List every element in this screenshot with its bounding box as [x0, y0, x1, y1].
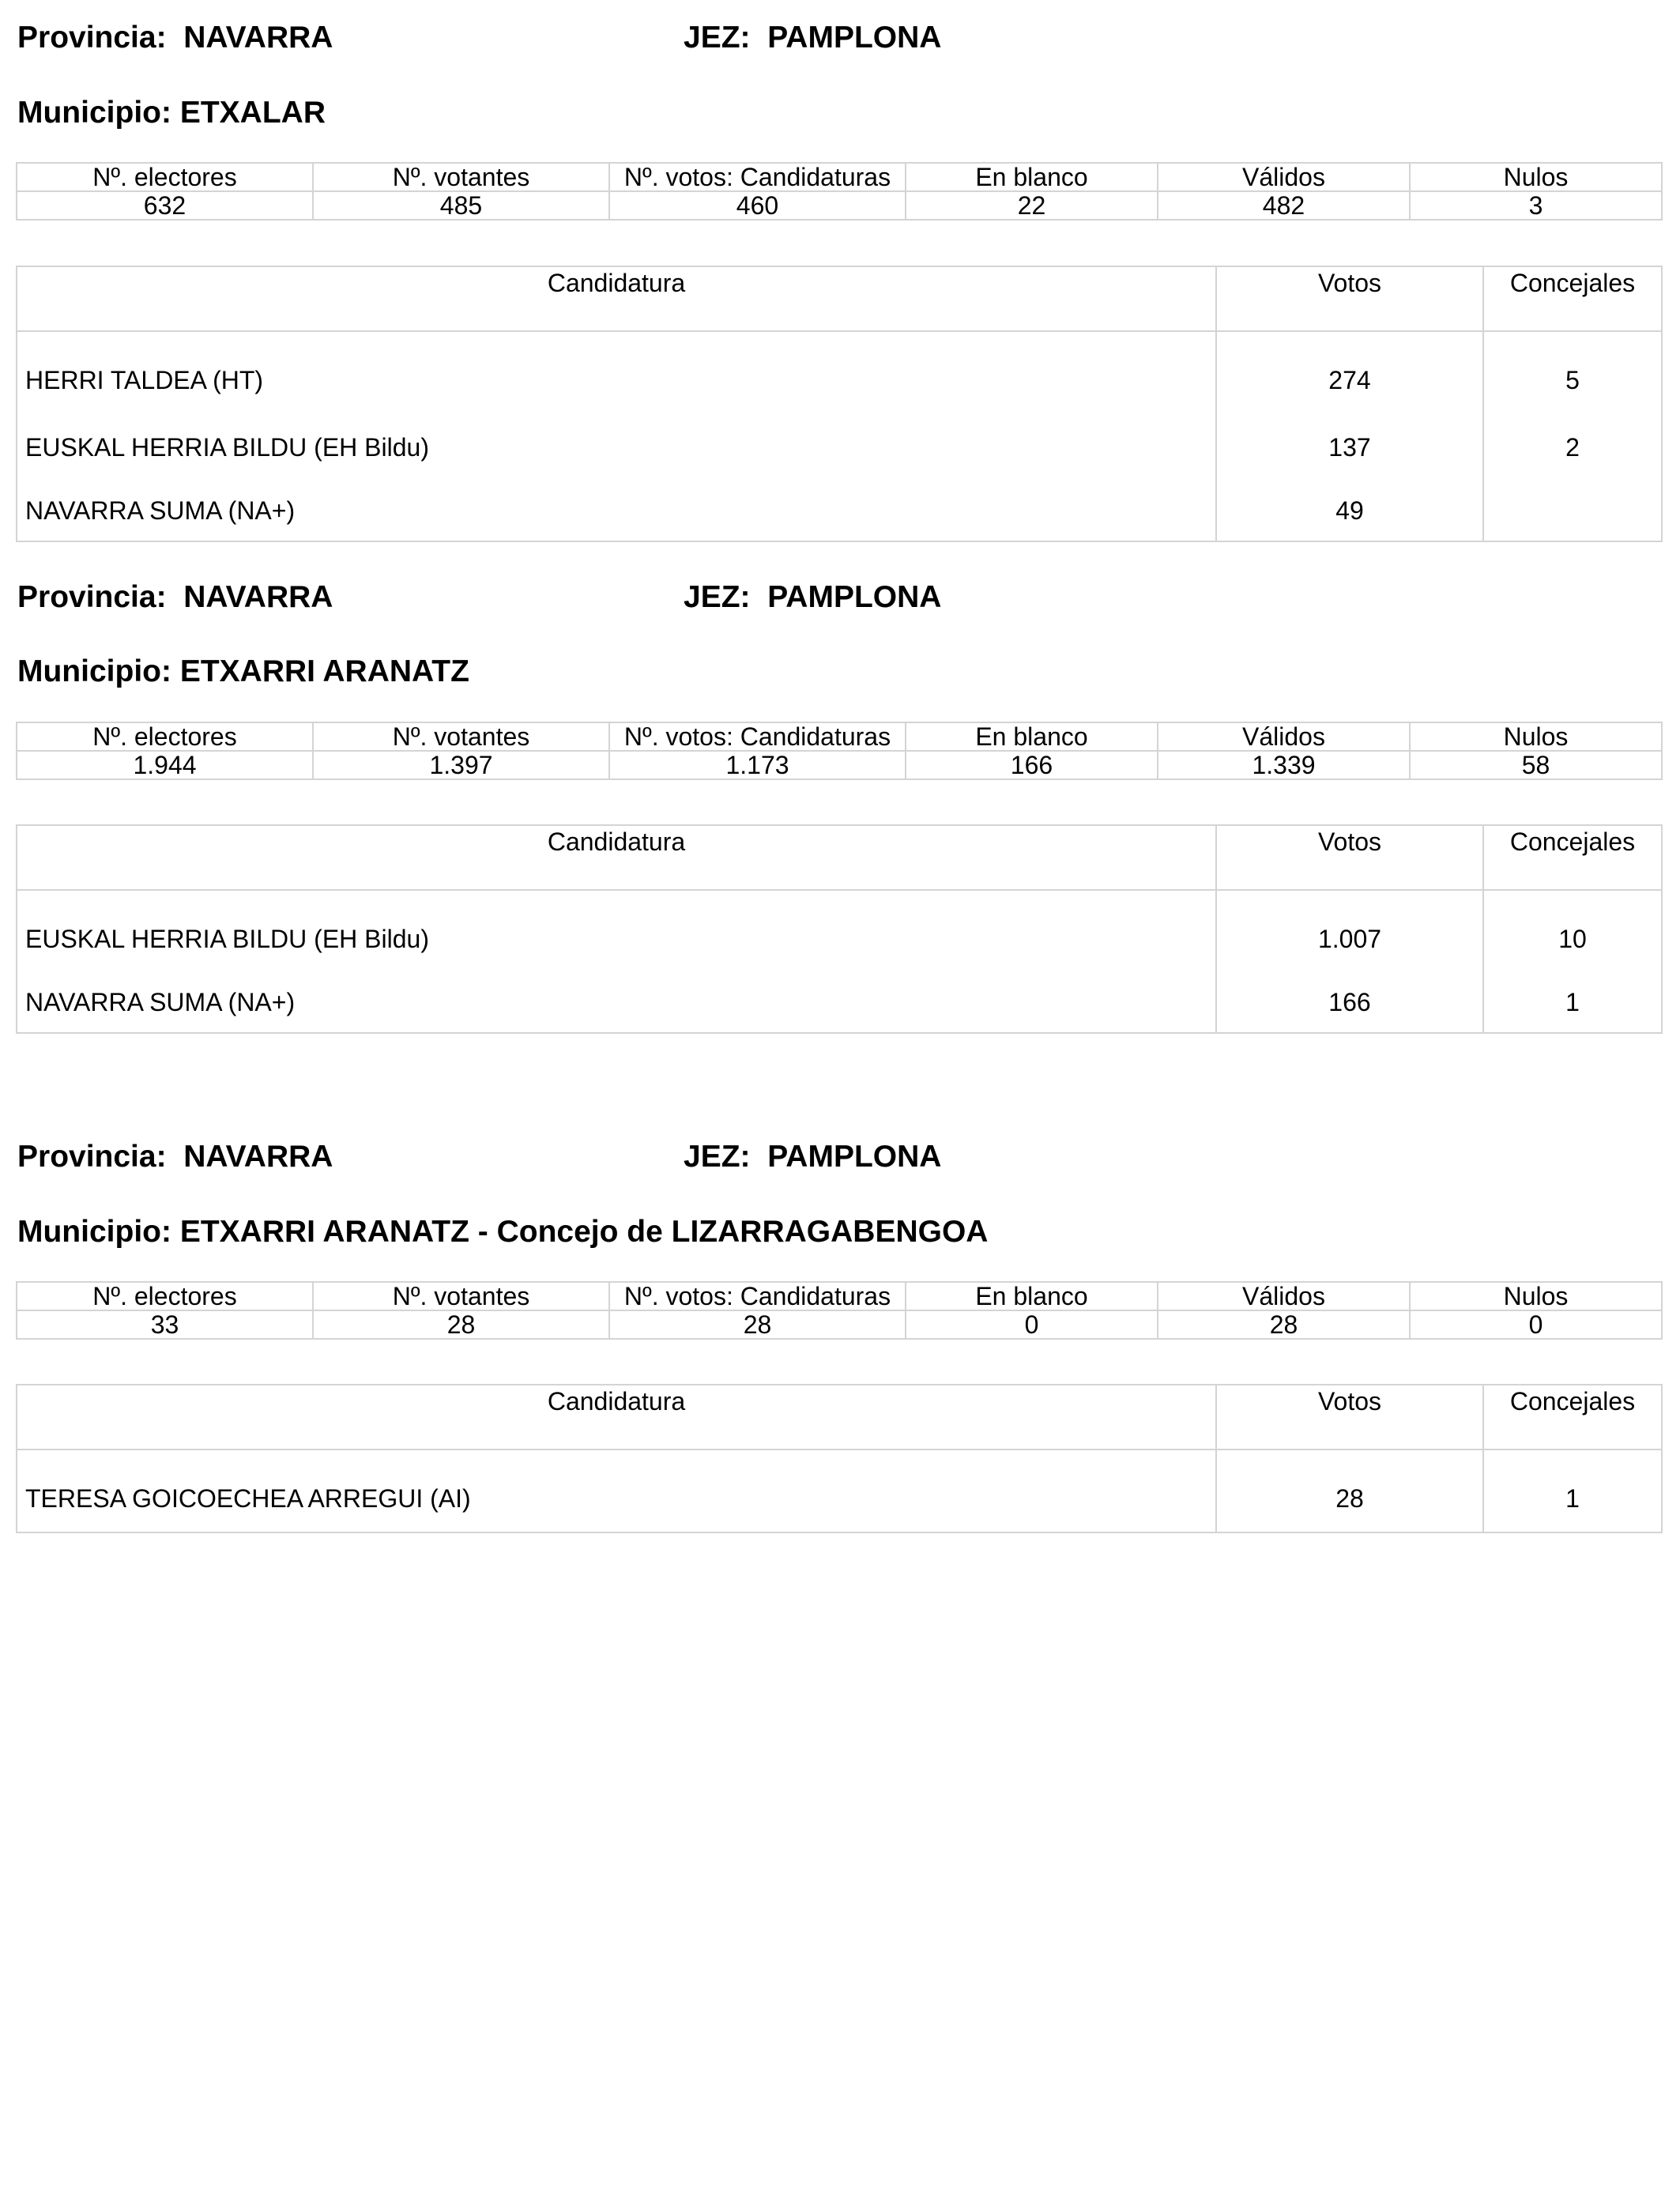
jez-value: PAMPLONA [767, 580, 942, 614]
votos-header: Votos [1216, 1385, 1483, 1449]
candidatura-name: TERESA GOICOECHEA ARREGUI (AI) [17, 1449, 1216, 1532]
candidatura-votos: 1.007 [1216, 890, 1483, 972]
municipio-line [17, 1213, 988, 1251]
summary-header-cell: Nº. votantes [313, 163, 609, 191]
candidatura-name: EUSKAL HERRIA BILDU (EH Bildu) [17, 890, 1216, 972]
summary-value-cell: 58 [1410, 751, 1662, 779]
candidatura-header: Candidatura [17, 266, 1216, 331]
jez-value: PAMPLONA [767, 1140, 942, 1174]
municipio-label: Municipio: [17, 96, 171, 130]
summary-value-cell: 460 [609, 191, 906, 220]
jez-label: JEZ: [684, 1140, 751, 1174]
summary-header-cell: Nº. votos: Candidaturas [609, 1282, 906, 1310]
summary-header-cell: Nulos [1410, 1282, 1662, 1310]
candidatura-header: Candidatura [17, 1385, 1216, 1449]
summary-value-cell: 28 [609, 1310, 906, 1339]
table-row [17, 413, 1662, 481]
municipio-value: ETXARRI ARANATZ - Concejo de LIZARRAGABENGOA [179, 1215, 989, 1249]
candidatura-votos: 166 [1216, 972, 1483, 1033]
provincia-line [17, 19, 333, 57]
municipio-line [17, 653, 469, 691]
summary-header-cell: Nº. electores [17, 163, 313, 191]
provincia-line [17, 579, 333, 616]
candidatura-name: EUSKAL HERRIA BILDU (EH Bildu) [17, 413, 1216, 481]
candidaturas-header-row [17, 825, 1662, 890]
summary-header-cell: Nº. electores [17, 1282, 313, 1310]
summary-header-cell: Nº. votos: Candidaturas [609, 722, 906, 751]
candidatura-votos: 137 [1216, 413, 1483, 481]
provincia-label: Provincia: [17, 21, 167, 55]
summary-header-cell: En blanco [906, 163, 1158, 191]
provincia-value: NAVARRA [183, 21, 333, 55]
summary-table [16, 722, 1663, 780]
candidatura-votos: 274 [1216, 331, 1483, 413]
summary-value-row [17, 191, 1662, 220]
summary-value-cell: 28 [1158, 1310, 1410, 1339]
votos-header: Votos [1216, 266, 1483, 331]
provincia-line [17, 1138, 333, 1176]
summary-header-cell: En blanco [906, 722, 1158, 751]
summary-header-cell: Nº. electores [17, 722, 313, 751]
summary-header-row [17, 163, 1662, 191]
candidatura-header: Candidatura [17, 825, 1216, 890]
summary-value-cell: 1.339 [1158, 751, 1410, 779]
summary-value-cell: 1.397 [313, 751, 609, 779]
summary-header-cell: Válidos [1158, 163, 1410, 191]
summary-table [16, 162, 1663, 221]
concejales-header: Concejales [1483, 1385, 1662, 1449]
summary-value-cell: 1.173 [609, 751, 906, 779]
summary-value-cell: 0 [1410, 1310, 1662, 1339]
provincia-label: Provincia: [17, 580, 167, 614]
table-row [17, 331, 1662, 413]
table-row [17, 481, 1662, 541]
candidaturas-table [16, 824, 1663, 1034]
concejales-header: Concejales [1483, 266, 1662, 331]
candidatura-concejales [1483, 481, 1662, 541]
summary-header-cell: Nº. votantes [313, 722, 609, 751]
summary-value-cell: 3 [1410, 191, 1662, 220]
summary-value-row [17, 751, 1662, 779]
votos-header: Votos [1216, 825, 1483, 890]
municipio-value: ETXARRI ARANATZ [179, 654, 469, 688]
municipio-label: Municipio: [17, 1215, 171, 1249]
summary-value-cell: 0 [906, 1310, 1158, 1339]
summary-header-cell: En blanco [906, 1282, 1158, 1310]
jez-line [684, 579, 941, 616]
summary-table [16, 1281, 1663, 1340]
jez-line [684, 1138, 941, 1176]
provincia-value: NAVARRA [183, 1140, 333, 1174]
candidatura-concejales: 2 [1565, 432, 1580, 462]
municipio-line [17, 94, 326, 132]
jez-label: JEZ: [684, 580, 751, 614]
summary-header-row [17, 722, 1662, 751]
summary-value-cell: 485 [313, 191, 609, 220]
provincia-label: Provincia: [17, 1140, 167, 1174]
concejales-header: Concejales [1483, 825, 1662, 890]
summary-value-cell: 632 [17, 191, 313, 220]
candidaturas-header-row [17, 1385, 1662, 1449]
summary-value-cell: 1.944 [17, 751, 313, 779]
candidaturas-table [16, 1384, 1663, 1533]
jez-value: PAMPLONA [767, 21, 942, 55]
candidatura-concejales: 1 [1565, 1483, 1580, 1513]
jez-line [684, 19, 941, 57]
summary-value-cell: 33 [17, 1310, 313, 1339]
candidatura-concejales: 10 [1558, 924, 1587, 953]
candidatura-votos: 28 [1216, 1449, 1483, 1532]
summary-header-cell: Nº. votantes [313, 1282, 609, 1310]
summary-header-row [17, 1282, 1662, 1310]
candidatura-votos: 49 [1216, 481, 1483, 541]
summary-value-cell: 22 [906, 191, 1158, 220]
table-row [17, 1449, 1662, 1532]
summary-value-row [17, 1310, 1662, 1339]
table-row [17, 890, 1662, 972]
summary-header-cell: Nulos [1410, 722, 1662, 751]
provincia-value: NAVARRA [183, 580, 333, 614]
summary-header-cell: Válidos [1158, 722, 1410, 751]
summary-header-cell: Nulos [1410, 163, 1662, 191]
municipio-label: Municipio: [17, 654, 171, 688]
candidatura-name: HERRI TALDEA (HT) [17, 331, 1216, 413]
summary-value-cell: 28 [313, 1310, 609, 1339]
candidatura-concejales: 5 [1565, 365, 1580, 394]
candidatura-concejales: 1 [1565, 988, 1580, 1016]
candidaturas-table [16, 266, 1663, 542]
table-row [17, 972, 1662, 1033]
candidatura-name: NAVARRA SUMA (NA+) [17, 481, 1216, 541]
candidaturas-header-row [17, 266, 1662, 331]
summary-value-cell: 166 [906, 751, 1158, 779]
summary-value-cell: 482 [1158, 191, 1410, 220]
candidatura-name: NAVARRA SUMA (NA+) [17, 972, 1216, 1033]
municipio-value: ETXALAR [179, 96, 326, 130]
summary-header-cell: Válidos [1158, 1282, 1410, 1310]
jez-label: JEZ: [684, 21, 751, 55]
summary-header-cell: Nº. votos: Candidaturas [609, 163, 906, 191]
